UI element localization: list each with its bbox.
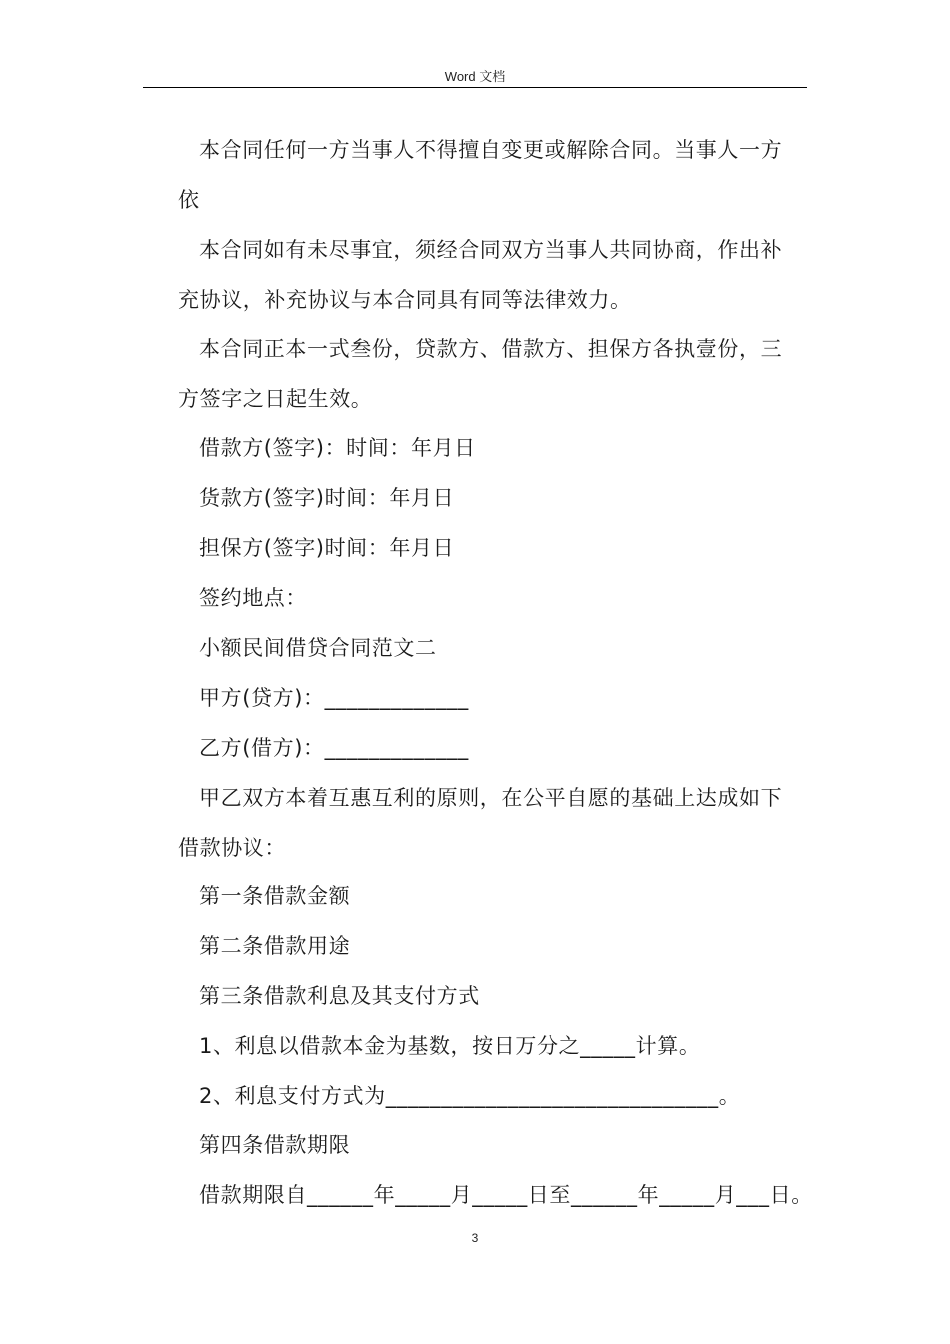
signature-line-guarantor: 担保方(签字)时间：年月日 [199,536,455,560]
paragraph-line: 方签字之日起生效。 [178,387,373,411]
paragraph-line: 充协议，补充协议与本合同具有同等法律效力。 [178,288,632,312]
header-divider [143,87,807,88]
paragraph-line: 借款协议： [178,836,286,860]
article-heading: 第三条借款利息及其支付方式 [199,984,480,1008]
article-heading: 第二条借款用途 [199,934,351,958]
document-header: Word 文档 [444,69,506,84]
paragraph-line: 甲乙双方本着互惠互利的原则，在公平自愿的基础上达成如下 [199,786,783,810]
paragraph-line: 本合同任何一方当事人不得擅自变更或解除合同。当事人一方 [199,138,783,162]
paragraph-line: 本合同如有未尽事宜，须经合同双方当事人共同协商，作出补 [199,238,783,262]
clause-line: 1、利息以借款本金为基数，按日万分之_____计算。 [199,1034,701,1058]
article-heading: 第一条借款金额 [199,884,351,908]
paragraph-line: 依 [178,188,200,212]
signing-location-line: 签约地点： [199,586,307,610]
party-a-line: 甲方(贷方)：_____________ [199,686,469,710]
signature-line-borrower: 借款方(签字)：时间：年月日 [199,436,476,460]
article-heading: 第四条借款期限 [199,1133,351,1157]
page-number: 3 [471,1231,479,1245]
clause-line: 借款期限自______年_____月_____日至______年_____月___日。 [199,1183,813,1207]
signature-line-lender: 货款方(签字)时间：年月日 [199,486,455,510]
section-title: 小额民间借贷合同范文二 [199,636,437,660]
paragraph-line: 本合同正本一式叁份，贷款方、借款方、担保方各执壹份，三 [199,337,783,361]
party-b-line: 乙方(借方)：_____________ [199,736,469,760]
clause-line: 2、利息支付方式为______________________________。 [199,1084,741,1108]
